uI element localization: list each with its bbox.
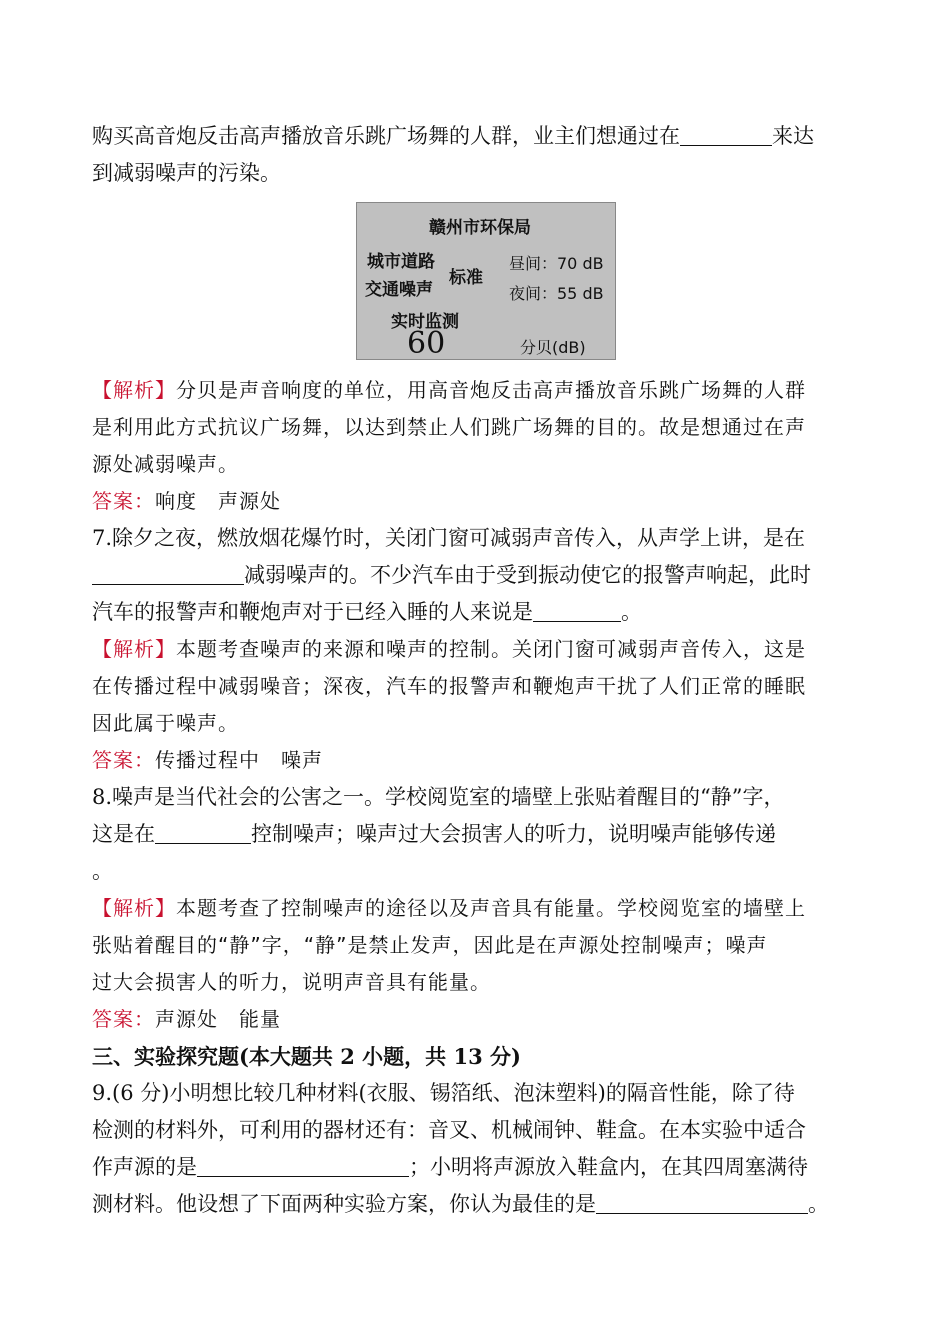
section-heading: 三、实验探究题(本大题共 2 小题，共 13 分) xyxy=(92,1044,521,1069)
q8-line2 xyxy=(92,816,864,853)
q8-text: 控制噪声；噪声过大会损害人的听力，说明噪声能够传递 xyxy=(251,822,776,846)
answer-text: 传播过程中 噪声 xyxy=(155,748,323,772)
q7-line1: 7.除夕之夜，燃放烟花爆竹时，关闭门窗可减弱声音传入，从声学上讲，是在 xyxy=(92,526,806,550)
document-page xyxy=(92,118,864,1223)
q7-text: 减弱噪声的。不少汽车由于受到振动使它的报警声响起，此时 xyxy=(244,563,811,587)
answer-label: 答案： xyxy=(92,748,155,772)
q9-text: ；小明将声源放入鞋盒内，在其四周塞满待 xyxy=(409,1155,808,1179)
q6-answer xyxy=(92,483,864,520)
q9-text: 测材料。他设想了下面两种实验方案，你认为最佳的是 xyxy=(92,1192,596,1216)
q8-text: 这是在 xyxy=(92,822,155,846)
q6-line1 xyxy=(92,118,864,155)
q6-line2: 到减弱噪声的污染。 xyxy=(92,161,281,185)
answer-blank[interactable] xyxy=(680,123,772,146)
sign-unit: 分贝(dB) xyxy=(520,338,586,357)
q9-line4 xyxy=(92,1186,864,1223)
answer-text: 响度 声源处 xyxy=(155,489,281,513)
sign-realtime-label: 实时监测 xyxy=(391,312,459,332)
answer-blank[interactable] xyxy=(197,1154,409,1177)
q8-line1: 8.噪声是当代社会的公害之一。学校阅览室的墙壁上张贴着醒目的“静”字， xyxy=(92,785,785,809)
q6-analysis-line2: 是利用此方式抗议广场舞，以达到禁止人们跳广场舞的目的。故是想通过在声 xyxy=(92,415,806,439)
sign-row2: 交通噪声 xyxy=(365,280,433,300)
q7-answer xyxy=(92,742,864,779)
q8-analysis-line1 xyxy=(92,890,864,927)
q8-analysis-line3: 过大会损害人的听力，说明声音具有能量。 xyxy=(92,970,491,994)
q9-line1: 9.(6 分)小明想比较几种材料(衣服、锡箔纸、泡沫塑料)的隔音性能，除了待 xyxy=(92,1081,795,1105)
q6-text: 来达 xyxy=(772,124,814,148)
q7-analysis-line2: 在传播过程中减弱噪音；深夜，汽车的报警声和鞭炮声干扰了人们正常的睡眠 xyxy=(92,674,806,698)
sign-title: 赣州市环保局 xyxy=(429,218,531,238)
q7-analysis-line1 xyxy=(92,631,864,668)
analysis-text: 本题考查了控制噪声的途径以及声音具有能量。学校阅览室的墙壁上 xyxy=(176,896,806,920)
answer-label: 答案： xyxy=(92,1007,155,1031)
analysis-text: 本题考查噪声的来源和噪声的控制。关闭门窗可减弱声音传入，这是 xyxy=(176,637,806,661)
noise-monitor-sign xyxy=(356,202,616,360)
analysis-label: 【解析】 xyxy=(92,637,176,661)
q7-line2 xyxy=(92,557,864,594)
q8-line3: 。 xyxy=(92,859,113,883)
q9-line3 xyxy=(92,1149,864,1186)
q8-analysis-line2: 张贴着醒目的“静”字，“静”是禁止发声，因此是在声源处控制噪声；噪声 xyxy=(92,933,768,957)
answer-blank[interactable] xyxy=(92,562,244,585)
q8-answer xyxy=(92,1001,864,1038)
analysis-label: 【解析】 xyxy=(92,378,176,402)
q6-analysis-line3: 源处减弱噪声。 xyxy=(92,452,239,476)
analysis-label: 【解析】 xyxy=(92,896,176,920)
q7-text: 。 xyxy=(621,600,642,624)
q7-line3 xyxy=(92,594,864,631)
analysis-text: 分贝是声音响度的单位，用高音炮反击高声播放音乐跳广场舞的人群 xyxy=(176,378,806,402)
sign-standard: 标准 xyxy=(449,268,483,288)
q7-analysis-line3: 因此属于噪声。 xyxy=(92,711,239,735)
sign-night-limit: 夜间：55 dB xyxy=(509,284,604,303)
answer-blank[interactable] xyxy=(155,821,251,844)
sign-row1: 城市道路 xyxy=(367,252,435,272)
q9-text: 作声源的是 xyxy=(92,1155,197,1179)
q9-text: 。 xyxy=(808,1192,829,1216)
answer-text: 声源处 能量 xyxy=(155,1007,281,1031)
sign-day-limit: 昼间：70 dB xyxy=(509,254,604,273)
q6-text: 购买高音炮反击高声播放音乐跳广场舞的人群，业主们想通过在 xyxy=(92,124,680,148)
q9-line2: 检测的材料外，可利用的器材还有：音叉、机械闹钟、鞋盒。在本实验中适合 xyxy=(92,1118,806,1142)
answer-blank[interactable] xyxy=(596,1191,808,1214)
answer-blank[interactable] xyxy=(533,599,621,622)
q6-analysis-line1 xyxy=(92,372,864,409)
answer-label: 答案： xyxy=(92,489,155,513)
sign-reading: 60 xyxy=(407,326,446,361)
q7-text: 汽车的报警声和鞭炮声对于已经入睡的人来说是 xyxy=(92,600,533,624)
